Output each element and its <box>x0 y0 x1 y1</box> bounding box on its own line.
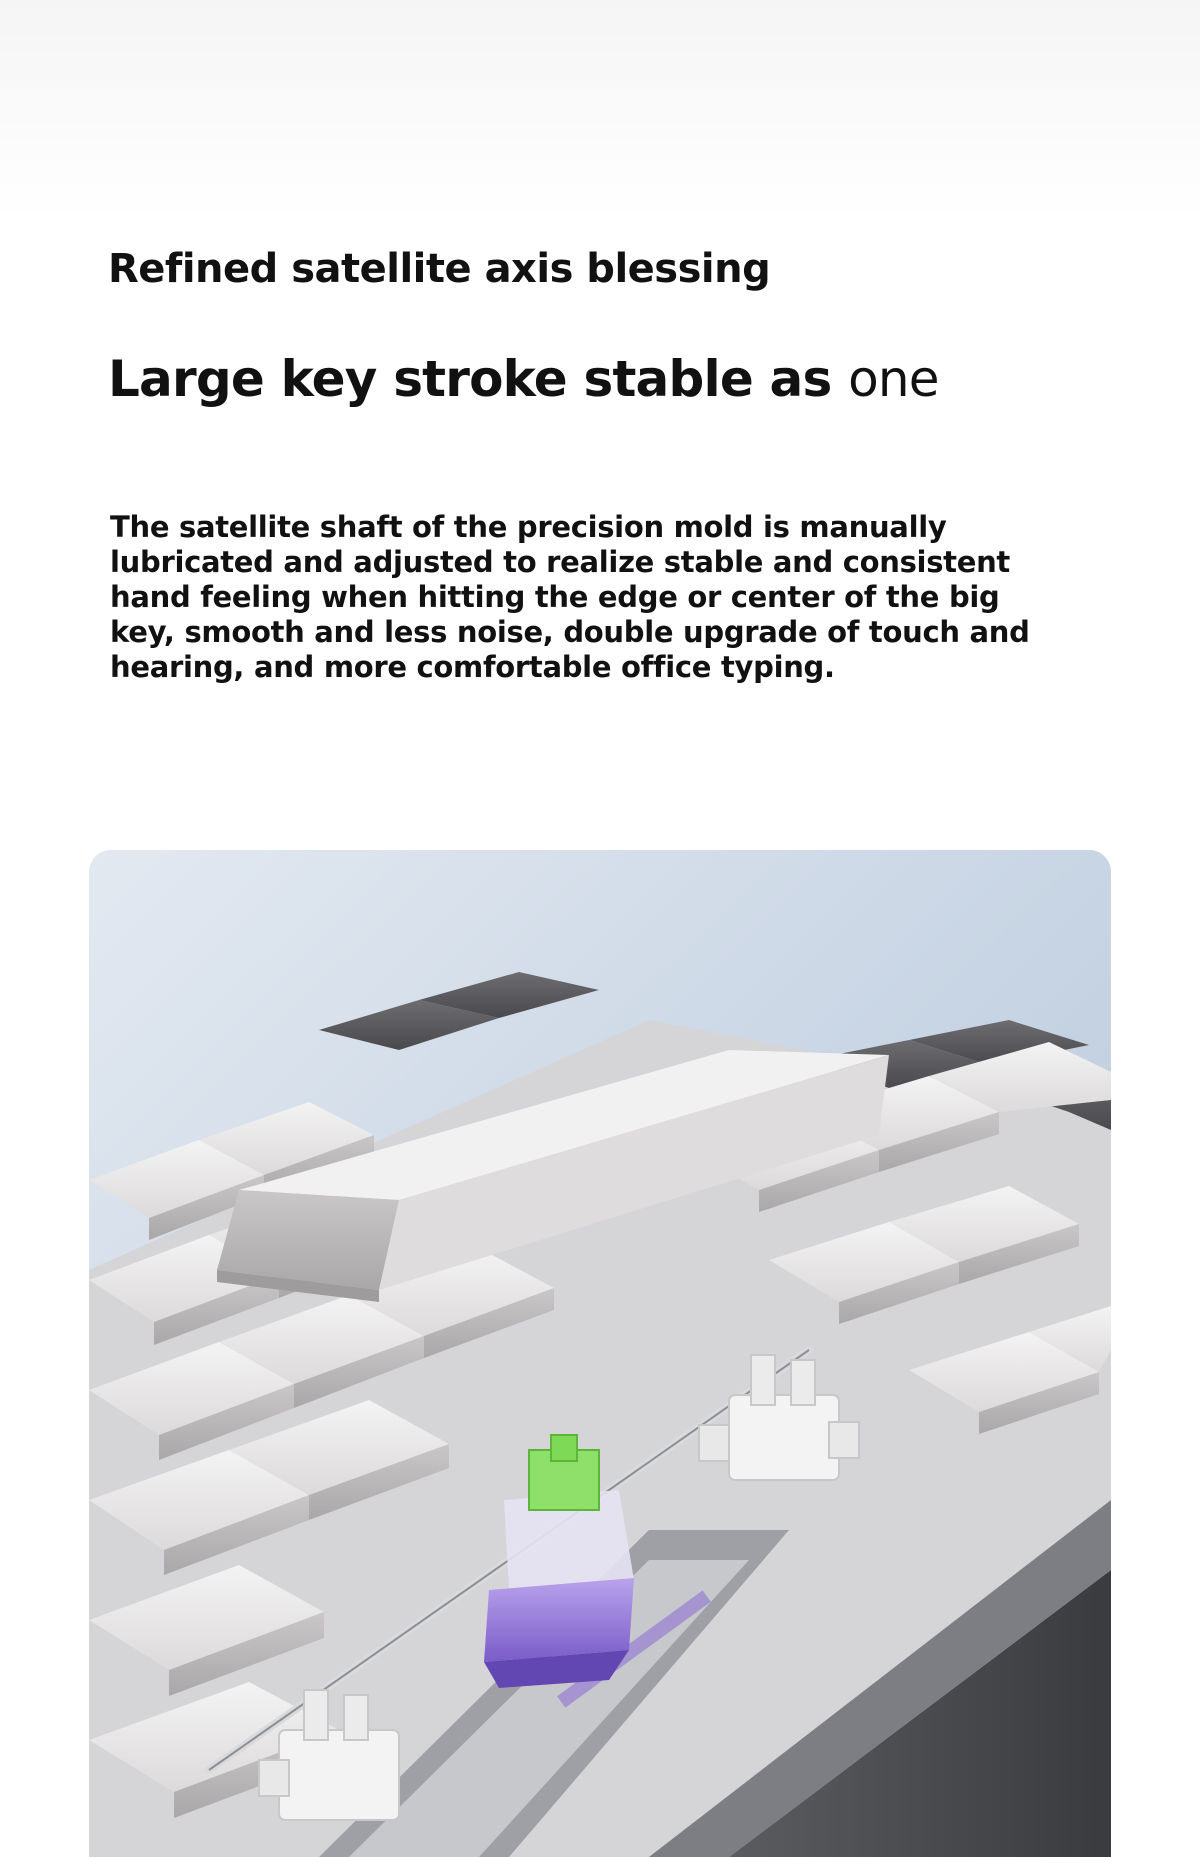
feature-subtitle: Refined satellite axis blessing <box>108 246 771 292</box>
feature-description: The satellite shaft of the precision mold is manually lubricated and adjusted to realize stable and consistent hand feeling when hitting the edge or center of the big key, smooth and less noise, double upgrade of touch and hearing, and more comfortable office typing. <box>110 510 1030 684</box>
feature-title-light: one <box>848 350 939 408</box>
keyboard-stabilizer-photo <box>89 850 1111 1857</box>
feature-title <box>108 350 939 408</box>
keyboard-illustration <box>89 850 1111 1857</box>
top-background-fade <box>0 0 1200 220</box>
feature-title-bold: Large key stroke stable as <box>108 350 832 408</box>
